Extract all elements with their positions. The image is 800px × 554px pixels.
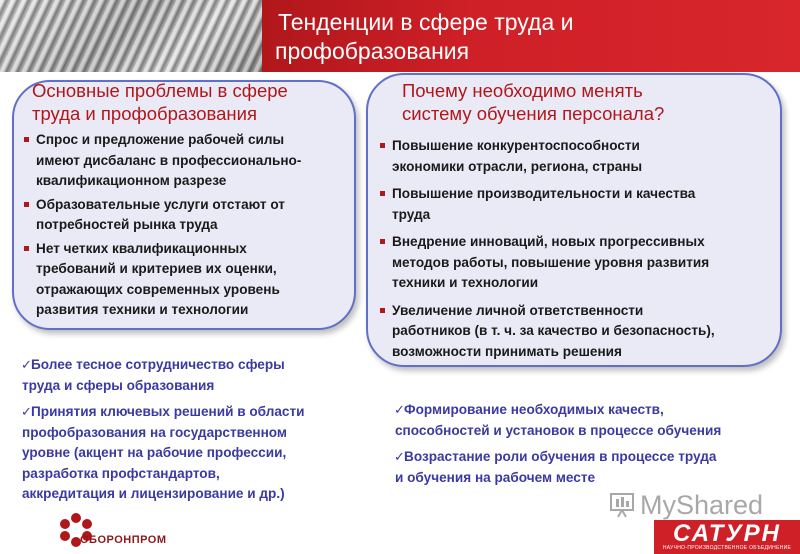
reasons-heading-line-2: систему обучения персонала?	[402, 103, 665, 124]
bullet-square-icon	[380, 308, 385, 313]
page-title-line-1: Тенденции в сфере труда и	[278, 9, 574, 35]
left-solution-1	[22, 355, 362, 396]
problems-list	[22, 130, 352, 321]
page-title	[270, 8, 790, 66]
reason-item-4	[378, 301, 776, 363]
problem-3-line-1: Нет четких квалификационных	[36, 240, 247, 256]
left-solution-2	[22, 402, 362, 505]
checkmark-icon: ✓	[21, 404, 32, 419]
myshared-watermark	[610, 490, 790, 520]
saturn-subtitle: НАУЧНО-ПРОИЗВОДСТВЕННОЕ ОБЪЕДИНЕНИЕ	[662, 545, 792, 551]
presentation-screen-icon	[610, 492, 634, 518]
problem-3-line-3: отражающих современных уровень	[36, 281, 280, 297]
watermark-text: MyShared	[640, 490, 764, 520]
reason-3-line-1: Внедрение инноваций, новых прогрессивных	[392, 234, 705, 249]
bullet-square-icon	[24, 137, 29, 142]
reason-1-line-1: Повышение конкурентоспособности	[392, 138, 640, 153]
problem-item-3	[22, 239, 352, 321]
bullet-square-icon	[380, 239, 385, 244]
reason-4-line-2: работников (в т. ч. за качество и безопасность),	[392, 323, 715, 338]
problem-1-line-1: Спрос и предложение рабочей силы	[36, 132, 285, 147]
right-solution-1-line-2: способностей и установок в процессе обучения	[395, 422, 722, 438]
problem-2-line-1: Образовательные услуги отстают от	[36, 196, 285, 212]
page-title-line-2: профобразования	[275, 38, 470, 64]
bullet-square-icon	[380, 191, 385, 196]
left-solution-2-line-1: Принятия ключевых решений в области	[31, 404, 305, 419]
reasons-list	[378, 136, 776, 362]
oboronprom-wordmark: ОБОРОНПРОМ	[80, 534, 167, 546]
reason-2-line-1: Повышение производительности и качества	[392, 186, 696, 201]
problem-2-line-2: потребностей рынка труда	[36, 217, 218, 232]
reason-4-line-1: Увеличение личной ответственности	[392, 302, 644, 318]
checkmark-icon: ✓	[394, 449, 405, 464]
reason-3-line-3: техники и технологии	[392, 275, 539, 290]
right-solutions-list	[395, 400, 795, 488]
reason-1-line-2: экономики отрасли, региона, страны	[392, 158, 643, 174]
right-solution-2-line-2: и обучения на рабочем месте	[395, 469, 596, 485]
left-solution-1-line-1: Более тесное сотрудничество сферы	[31, 357, 285, 372]
left-solution-2-line-3: уровне (акцент на рабочие профессии,	[22, 445, 287, 460]
problem-3-line-2: требований и критериев их оценки,	[36, 261, 277, 276]
left-solution-2-line-5: аккредитация и лицензирование и др.)	[22, 486, 285, 501]
checkmark-icon: ✓	[394, 402, 405, 417]
bullet-square-icon	[24, 202, 29, 207]
problem-item-1	[22, 130, 352, 192]
right-solution-1	[395, 400, 795, 441]
problem-3-line-4: развития техники и технологии	[36, 302, 249, 317]
reasons-heading	[402, 79, 664, 125]
reason-3-line-2: методов работы, повышение уровня развития	[392, 254, 710, 270]
right-solution-2-line-1: Возрастание роли обучения в процессе труда	[404, 449, 717, 464]
reason-item-1	[378, 136, 776, 177]
reason-2-line-2: труда	[392, 206, 431, 222]
bullet-square-icon	[380, 143, 385, 148]
left-solution-2-line-4: разработка профстандартов,	[22, 465, 220, 481]
reason-item-3	[378, 232, 776, 294]
problem-1-line-3: квалификационном разрезе	[36, 173, 227, 188]
header-photo	[0, 0, 262, 72]
problem-1-line-2: имеют дисбаланс в профессионально-	[36, 152, 302, 168]
left-solution-1-line-2: труда и сферы образования	[22, 377, 215, 393]
reason-item-2	[378, 184, 776, 225]
problems-heading	[32, 79, 288, 125]
right-solution-1-line-1: Формирование необходимых качеств,	[404, 402, 664, 417]
left-solutions-list	[22, 355, 362, 505]
problems-heading-line-2: труда и профобразования	[32, 103, 257, 124]
bullet-square-icon	[24, 246, 29, 251]
right-solution-2	[395, 447, 795, 488]
saturn-wordmark: САТУРН	[673, 520, 781, 547]
reason-4-line-3: возможности принимать решения	[392, 343, 622, 359]
checkmark-icon: ✓	[21, 357, 32, 372]
problem-item-2	[22, 195, 352, 236]
reasons-heading-line-1: Почему необходимо менять	[402, 80, 643, 101]
oboronprom-logo	[56, 510, 196, 550]
left-solution-2-line-2: профобразования на государственном	[22, 424, 287, 440]
problems-heading-line-1: Основные проблемы в сфере	[32, 80, 288, 101]
